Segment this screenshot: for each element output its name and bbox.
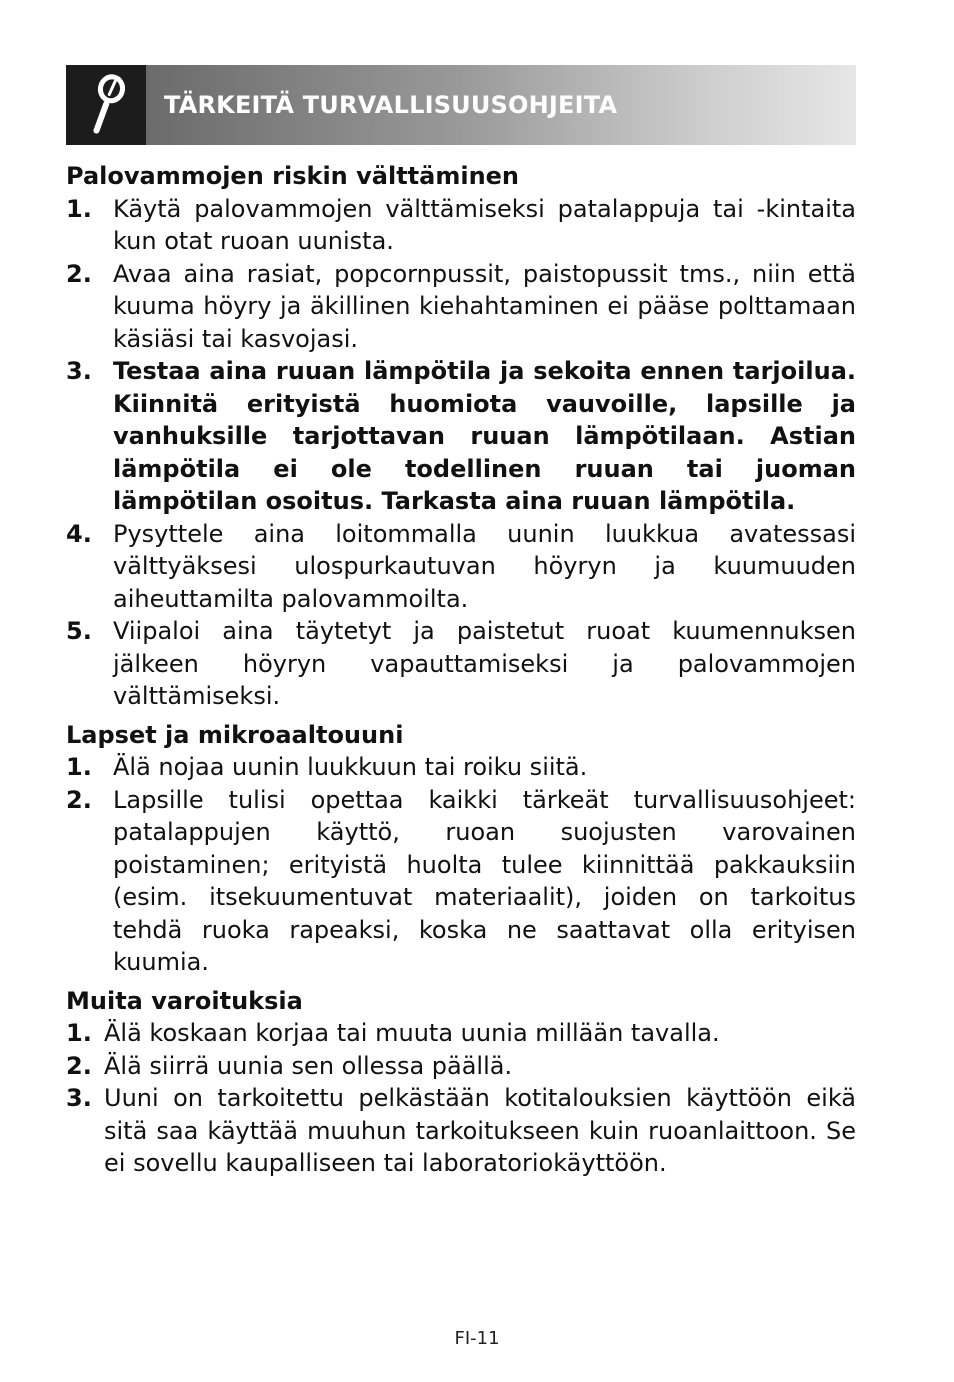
item-text: Älä nojaa uunin luukkuun tai roiku siitä. bbox=[113, 753, 588, 781]
list-item bbox=[66, 355, 856, 518]
item-text: Älä koskaan korjaa tai muuta uunia millään tavalla. bbox=[104, 1019, 720, 1047]
item-number: 3. bbox=[66, 1084, 92, 1112]
item-text: Älä siirrä uunia sen ollessa päällä. bbox=[104, 1051, 513, 1080]
list-item bbox=[66, 1082, 856, 1180]
item-number: 5. bbox=[66, 617, 92, 645]
other-warnings-list bbox=[66, 1017, 856, 1180]
children-safety-list bbox=[66, 751, 856, 979]
item-number: 1. bbox=[66, 194, 92, 223]
item-text: Viipaloi aina täytetyt ja paistetut ruoat kuumennuksen jälkeen höyryn vapauttamiseksi ja palovammojen välttämiseksi. bbox=[113, 617, 856, 710]
section-title-other-warnings: Muita varoituksia bbox=[66, 986, 303, 1015]
item-text-bold: Testaa aina ruuan lämpötila ja sekoita ennen tarjoilua. Kiinnitä erityistä huomiota vauvoille, lapsille ja vanhuksille tarjottavan ruuan lämpötilaan. Astian lämpötila ei ole todellinen ruuan tai juoman lämpötilan osoitus. Tarkasta aina ruuan lämpötila. bbox=[113, 357, 856, 515]
item-number: 1. bbox=[66, 1019, 92, 1047]
item-text: Pysyttele aina loitommalla uunin luukkua avatessasi välttyäksesi ulospurkautuvan höyryn ja kuumuuden aiheuttamilta palovammoilta. bbox=[113, 519, 856, 613]
header-bar bbox=[146, 65, 856, 145]
item-text: Avaa aina rasiat, popcornpussit, paistopussit tms., niin että kuuma höyry ja äkillinen kiehahtaminen ei pääse polttamaan käsiäsi tai kasvojasi. bbox=[113, 259, 856, 353]
item-number: 1. bbox=[66, 753, 92, 781]
item-number: 3. bbox=[66, 357, 92, 385]
page-title: TÄRKEITÄ TURVALLISUUSOHJEITA bbox=[164, 91, 618, 119]
list-item bbox=[66, 1017, 856, 1050]
list-item bbox=[66, 518, 856, 616]
section-title-children: Lapset ja mikroaaltouuni bbox=[66, 720, 404, 749]
list-item bbox=[66, 1050, 856, 1083]
item-number: 2. bbox=[66, 785, 92, 814]
item-text: Käytä palovammojen välttämiseksi patalappuja tai -kintaita kun otat ruoan uunista. bbox=[113, 194, 856, 255]
item-number: 2. bbox=[66, 1051, 92, 1080]
item-text: Lapsille tulisi opettaa kaikki tärkeät turvallisuusohjeet: patalappujen käyttö, ruoan suojusten varovainen poistaminen; erityistä huolta tulee kiinnittää pakkauksiin (esim. itsekuumentuvat materiaalit), joiden on tarkoitus tehdä ruoka rapeaksi, koska ne saattavat olla erityisen kuumia. bbox=[113, 785, 856, 976]
list-item bbox=[66, 193, 856, 258]
warning-exclamation-icon bbox=[66, 65, 146, 145]
burn-safety-list bbox=[66, 193, 856, 713]
list-item bbox=[66, 784, 856, 979]
list-item bbox=[66, 615, 856, 713]
item-number: 4. bbox=[66, 519, 92, 548]
document-body bbox=[66, 160, 856, 1180]
page-number: FI-11 bbox=[454, 1328, 500, 1349]
list-item bbox=[66, 258, 856, 356]
section-header bbox=[66, 65, 856, 145]
item-text: Uuni on tarkoitettu pelkästään kotitalouksien käyttöön eikä sitä saa käyttää muuhun tarkoitukseen kuin ruoanlaittoon. Se ei sovellu kaupalliseen tai laboratoriokäyttöön. bbox=[104, 1084, 856, 1177]
section-title-burns: Palovammojen riskin välttäminen bbox=[66, 162, 520, 190]
list-item bbox=[66, 751, 856, 784]
item-number: 2. bbox=[66, 259, 92, 288]
